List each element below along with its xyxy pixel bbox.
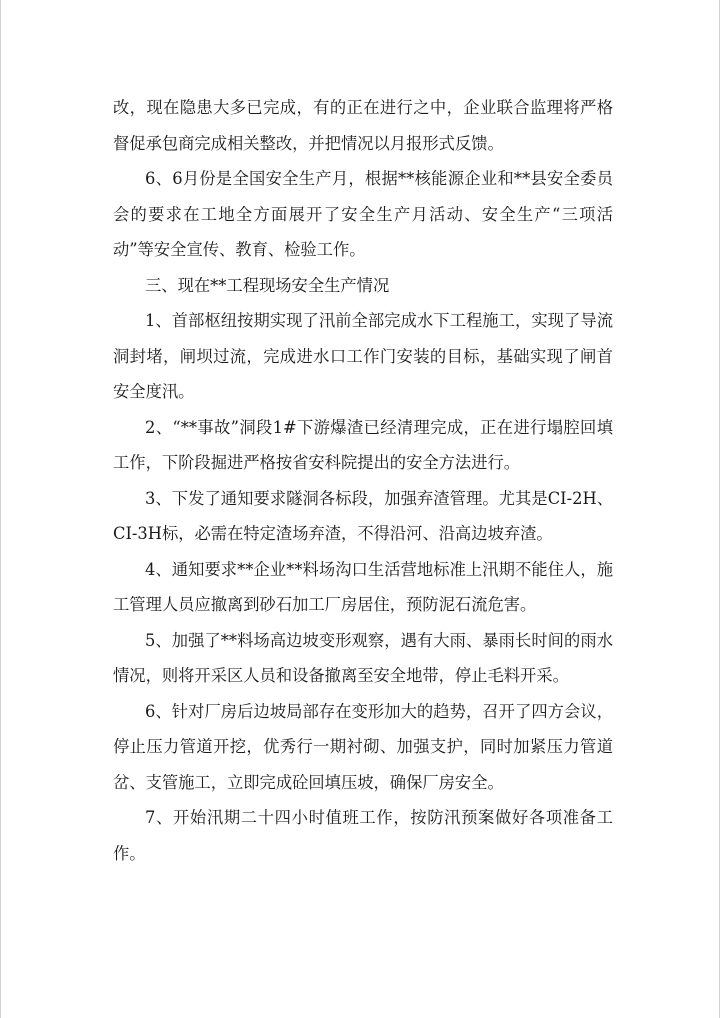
paragraph-item-4: 4、通知要求**企业**料场沟口生活营地标准上汛期不能住人，施工管理人员应撤离到砂石加工厂房居住，预防泥石流危害。: [113, 559, 613, 614]
paragraph-item-7: 7、开始汛期二十四小时值班工作，按防汛预案做好各项准备工作。: [113, 808, 613, 863]
section-heading: 三、现在**工程现场安全生产情况: [145, 275, 390, 295]
paragraph-1: 改，现在隐患大多已完成，有的正在进行之中，企业联合监理将严格督促承包商完成相关整改，并把情况以月报形式反馈。: [113, 98, 613, 153]
paragraph-2: 6、6月份是全国安全生产月，根据**核能源企业和**县安全委员会的要求在工地全方面展开了安全生产月活动、安全生产“三项活动”等安全宣传、教育、检验工作。: [113, 169, 613, 259]
paragraph-item-1: 1、首部枢纽按期实现了汛前全部完成水下工程施工，实现了导流洞封堵，闸坝过流，完成进水口工作门安装的目标，基础实现了闸首安全度汛。: [113, 311, 613, 401]
paragraph-item-5: 5、加强了**料场高边坡变形观察，遇有大雨、暴雨长时间的雨水情况，则将开采区人员和设备撤离至安全地带，停止毛料开采。: [113, 630, 613, 685]
paragraph-item-3: 3、下发了通知要求隧洞各标段，加强弃渣管理。尤其是CI-2H、CI-3H标，必需在特定渣场弃渣，不得沿河、沿高边坡弃渣。: [113, 488, 613, 543]
paragraph-item-6: 6、针对厂房后边坡局部存在变形加大的趋势，召开了四方会议，停止压力管道开挖，优秀行一期衬砌、加强支护，同时加紧压力管道岔、支管施工，立即完成砼回填压坡，确保厂房安全。: [113, 701, 613, 792]
document-body: [113, 90, 613, 871]
paragraph-item-2: 2、“**事故”洞段1#下游爆渣已经清理完成，正在进行塌腔回填工作，下阶段掘进严格按省安科院提出的安全方法进行。: [113, 417, 613, 472]
